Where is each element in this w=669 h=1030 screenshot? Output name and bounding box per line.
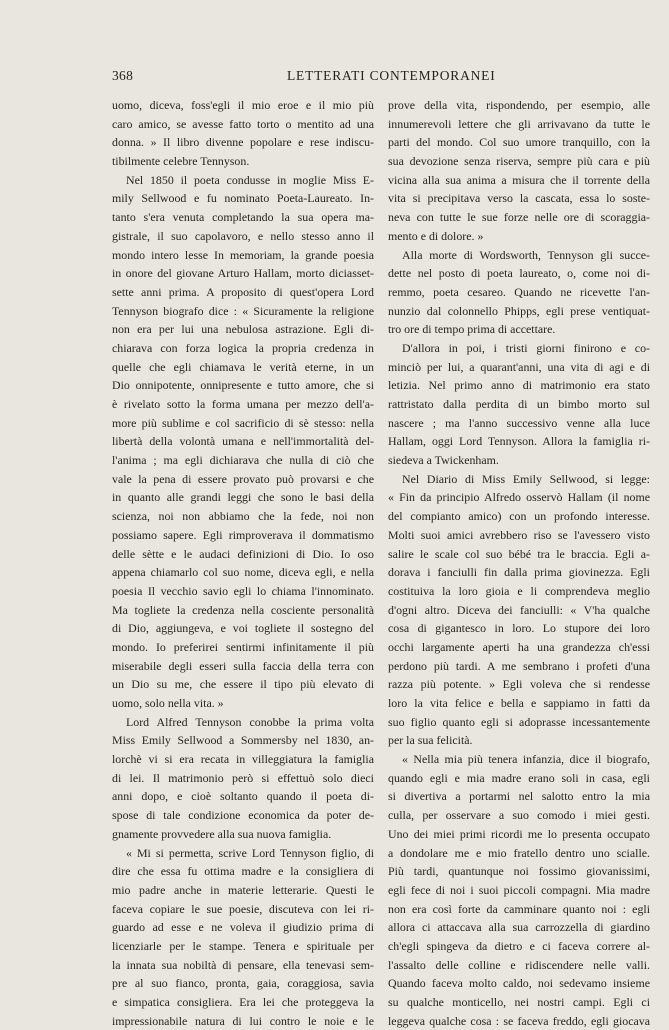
text-line: vale la pena di essere provato può provarsi e che <box>112 471 374 486</box>
text-line: quando egli e mia madre erano soli in casa, egli <box>388 770 650 785</box>
text-line: pre al suo fianco, pronta, gaia, coraggiosa, savia <box>112 976 374 991</box>
text-line: rattristato dalla perdita di un bimbo morto sul <box>388 397 650 411</box>
text-line: Molti suoi amici avrebbero riso se l'avessero visto <box>388 527 650 542</box>
right-column <box>388 96 650 1030</box>
text-line: ch'egli spingeva da dietro e ci faceva correre al- <box>388 938 650 953</box>
text-line: è rivelato sotto la forma umana per mezzo dell'a- <box>112 397 374 411</box>
text-line: allora ci attaccava alla sua carrozzella di giardino <box>388 920 650 935</box>
text-line: possiamo sapere. Egli rimproverava il dommatismo <box>112 527 374 542</box>
text-line: su qualche monticello, nei nostri campi. Egli ci <box>388 995 650 1009</box>
text-line: di lei. Il matrimonio però si effettuò solo dieci <box>112 770 374 785</box>
text-line: Nel Diario di Miss Emily Sellwood, si legge: <box>402 471 650 486</box>
text-line: uomo, solo nella vita. » <box>112 696 224 710</box>
text-line: salire le scale col suo bébé tra le braccia. Egli a- <box>388 546 650 561</box>
text-line: Alla morte di Wordsworth, Tennyson gli succe- <box>402 247 650 262</box>
text-line: la innata sua nobiltà di pensare, ella tenevasi sem- <box>112 957 374 972</box>
text-line: vita si precipitava verso la cascata, essa lo soste- <box>388 191 650 206</box>
text-line: loro la vita felice e bella e sappiamo in fatti da <box>388 696 650 710</box>
text-line: impressionabile natura di lui contro le noie e le <box>112 1013 374 1028</box>
text-line: nascere ; ma l'anno successivo venne alla luce <box>388 415 650 430</box>
text-line: Più tardi, quantunque noi fossimo giovanissimi, <box>388 864 650 879</box>
text-line: Uno dei miei primi ricordi me lo presenta occupato <box>388 826 650 841</box>
text-line: per la sua felicità. <box>388 733 473 748</box>
text-line: more più sublime e col sacrificio di sè stesso: nella <box>112 415 374 430</box>
text-line: Quando faceva molto caldo, noi sedevamo insieme <box>388 976 650 991</box>
text-line: spose di tale condizione economica da poter de- <box>112 808 374 823</box>
text-line: costituiva la loro gioia e li comprendeva meglio <box>388 583 650 598</box>
text-line: vicina alla sua anima a misura che il torrente della <box>388 172 650 187</box>
text-line: leggeva qualche cosa : se faceva freddo, egli giocava <box>388 1013 650 1028</box>
text-line: « Fin da principio Alfredo osservò Hallam (il nome <box>388 490 650 505</box>
text-line: cosa di gigantesco in loro. Lo stupore dei loro <box>388 621 650 636</box>
text-line: dorava i fanciulli fin dalla prima giovinezza. Egli <box>388 565 650 580</box>
text-line: mondo. Io preferirei sentirmi infinitamente il più <box>112 639 374 654</box>
text-line: mento e di dolore. » <box>388 228 484 243</box>
text-line: poesia Il vecchio savio egli lo chiama l'innominato. <box>112 583 374 598</box>
text-line: suo figlio quanto egli si adoprasse incessantemente <box>388 714 650 729</box>
text-line: l'assalto delle colline e ridiscendere nelle valli. <box>388 957 650 972</box>
text-line: prove della vita, rispondendo, per esempio, alle <box>388 98 650 112</box>
text-line: anni dopo, e cioè soltanto quando il poeta di- <box>112 789 374 804</box>
text-line: mio padre anche in materie letterarie. Questi le <box>112 882 374 897</box>
text-line: gistrale, il suo capolavoro, e nello stesso anno il <box>112 228 374 243</box>
text-line: un Dio su me, che essere il tipo più elevato di <box>112 677 374 692</box>
running-head <box>112 68 610 84</box>
text-line: mondo intero lesse In memoriam, la grande poesia <box>112 247 374 262</box>
text-line: nunzio dal colonnello Phipps, egli prese ventiquat- <box>388 303 650 318</box>
text-line: Ma togliete la credenza nella cosciente personalità <box>112 602 374 617</box>
text-line: a dondolare me e mio fratello dentro uno scialle. <box>388 845 650 860</box>
text-line: in onore del giovane Arturo Hallam, morto diciasset- <box>112 266 374 281</box>
text-line: in quanto alle grandi leggi che sono le basi della <box>112 490 374 505</box>
text-line: d'ogni altro. Diceva dei fanciulli: « V'ha qualche <box>388 602 650 617</box>
text-line: dette nel posto di poeta laureato, o, come noi di- <box>388 266 650 281</box>
text-line: Miss Emily Sellwood a Sommersby nel 1830, an- <box>112 733 374 748</box>
text-line: razza più potente. » Egli voleva che si rendesse <box>388 677 650 692</box>
text-line: gnamente provvedere alla sua nuova famiglia. <box>112 826 332 841</box>
text-line: Lord Alfred Tennyson conobbe la prima volta <box>126 714 374 729</box>
left-column <box>112 96 374 1030</box>
page-number: 368 <box>112 68 134 83</box>
text-line: innumerevoli lettere che gli arrivavano da tutte le <box>388 116 650 131</box>
running-title: LETTERATI CONTEMPORANEI <box>287 68 496 83</box>
text-line: letizia. Nel primo anno di matrimonio era stato <box>388 378 650 393</box>
text-line: l'anima ; ma egli dichiarava che nulla di ciò che <box>112 453 374 468</box>
text-line: non era per lui una nebulosa astrazione. Egli di- <box>112 322 374 337</box>
text-line: faceva copiare le sue poesie, discuteva con lei ri- <box>112 901 374 916</box>
text-line: D'allora in poi, i tristi giorni finirono e co- <box>402 340 650 355</box>
text-line: « Mi si permetta, scrive Lord Tennyson figlio, di <box>126 845 374 860</box>
text-line: caro amico, se avesse fatto torto o mentito ad una <box>112 116 374 131</box>
text-line: scienza, noi non abbiamo che la fede, noi non <box>112 509 374 524</box>
text-line: e simpatica consigliera. Era lei che proteggeva la <box>112 995 374 1009</box>
text-line: tro ore di tempo prima di accettare. <box>388 322 556 337</box>
text-line: delle sètte e le audaci definizioni di Dio. Io oso <box>112 546 374 561</box>
text-line: remmo, poeta cesareo. Quando ne ricevette l'an- <box>388 284 650 299</box>
text-line: egli fece di noi i suoi piccoli compagni. Mia madre <box>388 882 650 897</box>
text-line: occhi largamente aperti ha una grandezza ch'essi <box>388 639 650 654</box>
text-line: culla, per osservare a suo comodo i miei gesti. <box>388 808 650 823</box>
text-line: siedeva a Twickenham. <box>388 453 499 468</box>
text-line: sette anni prima. A proposito di quest'opera Lord <box>112 284 374 299</box>
text-line: minciò per lui, a quarant'anni, una vita di agi e di <box>388 359 650 374</box>
text-line: chiarava con forza logica la propria credenza in <box>112 340 374 355</box>
text-line: del compianto amico) con un profondo interesse. <box>388 509 650 524</box>
text-line: mily Sellwood e fu nominato Poeta-Laureato. In- <box>112 191 374 206</box>
text-line: neva con tutte le sue forze nelle ore di scoraggia- <box>388 210 650 225</box>
text-line: parti del mondo. Col suo umore tranquillo, con la <box>388 135 650 150</box>
text-line: miserabile degli esseri sulla faccia della terra con <box>112 658 374 673</box>
text-line: Dio onnipotente, onnipresente e tutto amore, che si <box>112 378 374 393</box>
text-line: di Dio, aggiungeva, e voi togliete il sostegno del <box>112 621 374 636</box>
text-line: perdono più tardi. A me sembrano i profeti d'una <box>388 658 650 673</box>
text-line: licenziarle per le stampe. Tenera e spirituale per <box>112 938 374 953</box>
text-line: guardo ad esse e ne voleva il giudizio prima di <box>112 920 374 935</box>
text-line: « Nella mia più tenera infanzia, dice il biografo, <box>402 752 650 767</box>
text-line: appena chiamarlo col suo nome, diceva egli, e nella <box>112 565 374 580</box>
text-line: tanto s'era venuta completando la sua opera ma- <box>112 210 374 225</box>
text-line: non era così forte da camminare quanto noi : egli <box>388 901 650 916</box>
text-line: sua devozione senza riserva, sempre più cara e più <box>388 154 650 169</box>
text-line: quelle che egli chiamava le verità eterne, in un <box>112 359 374 374</box>
text-line: lorchè vi si era recata in villeggiatura la famiglia <box>112 752 374 767</box>
text-line: Nel 1850 il poeta condusse in moglie Miss E- <box>126 172 374 187</box>
text-line: Tennyson biografo dice : « Sicuramente la religione <box>112 303 374 318</box>
text-line: Hallam, oggi Lord Tennyson. Allora la famiglia ri- <box>388 434 650 449</box>
text-line: uomo, diceva, foss'egli il mio eroe e il mio più <box>112 98 374 112</box>
text-line: si divertiva a portarmi nel salotto entro la mia <box>388 789 650 804</box>
text-line: libertà della volontà umana e nell'immortalità del- <box>112 434 374 449</box>
text-line: dire che essa fu ottima madre e la consigliera di <box>112 864 374 879</box>
text-line: tibilmente celebre Tennyson. <box>112 154 250 169</box>
text-line: donna. » Il libro divenne popolare e rese indiscu- <box>112 135 374 150</box>
